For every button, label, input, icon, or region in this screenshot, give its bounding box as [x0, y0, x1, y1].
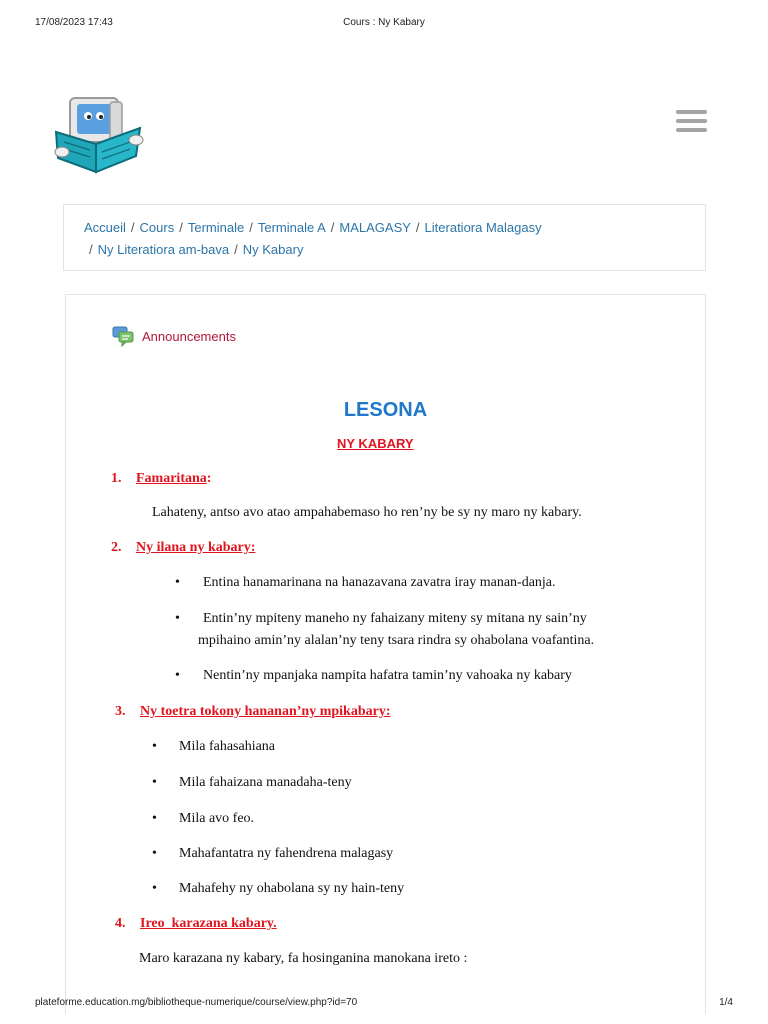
list-item-text: Entina hanamarinana na hanazavana zavatra iray manan-danja.: [203, 575, 556, 590]
bullet-marker: •: [152, 739, 157, 754]
breadcrumb-accueil[interactable]: Accueil: [84, 220, 126, 235]
bullet-marker: •: [175, 668, 180, 683]
section-title: Famaritana: [136, 471, 207, 486]
lesson-subtitle: NY KABARY: [337, 436, 414, 451]
bullet-marker: •: [152, 846, 157, 861]
list-item: [152, 736, 275, 758]
print-url: plateforme.education.mg/bibliotheque-numerique/course/view.php?id=70: [35, 997, 358, 1008]
lesson-title: LESONA: [343, 399, 428, 421]
print-page-number: 1/4: [719, 997, 733, 1008]
list-item: [175, 665, 572, 687]
list-item-text: Mila fahaizana manadaha-teny: [179, 775, 352, 790]
section-heading: [115, 704, 390, 720]
breadcrumb: [63, 204, 706, 271]
list-item-text: Entin’ny mpiteny maneho ny fahaizany miteny sy mitana ny sain’ny: [203, 611, 587, 626]
breadcrumb-separator: /: [234, 242, 238, 257]
announcements-label: Announcements: [142, 328, 236, 344]
list-item-text: Nentin’ny mpanjaka nampita hafatra tamin’ny vahoaka ny kabary: [203, 668, 572, 683]
forum-icon: [112, 325, 134, 347]
list-item: [152, 843, 393, 865]
list-item-text-continued: mpihaino amin’ny alalan’ny teny tsara rindra sy ohabolana voafantina.: [198, 633, 595, 648]
reading-computer-logo-icon: [52, 94, 152, 176]
section-number: 1.: [111, 471, 122, 486]
bullet-marker: •: [152, 881, 157, 896]
section-title: Ny toetra tokony hananan’ny mpikabary:: [140, 704, 391, 719]
breadcrumb-literatiora-malagasy[interactable]: Literatiora Malagasy: [424, 220, 542, 235]
section-heading: [111, 540, 255, 556]
list-item-text: Mila fahasahiana: [179, 739, 276, 754]
print-page-title: Cours : Ny Kabary: [343, 17, 425, 28]
list-item-text: Mahafehy ny ohabolana sy ny hain-teny: [179, 881, 405, 896]
breadcrumb-separator: /: [179, 220, 183, 235]
course-content: [65, 294, 706, 1014]
section-paragraph: Lahateny, antso avo atao ampahabemaso ho ren’ny be sy ny maro ny kabary.: [152, 505, 582, 520]
hamburger-menu-icon[interactable]: [676, 110, 708, 138]
bullet-marker: •: [175, 575, 180, 590]
breadcrumb-cours[interactable]: Cours: [139, 220, 175, 235]
breadcrumb-separator: /: [89, 242, 93, 257]
announcements-link[interactable]: [112, 325, 236, 347]
section-title: Ireo karazana kabary.: [140, 916, 277, 931]
section-suffix: :: [206, 471, 212, 486]
print-footer: [0, 997, 768, 1011]
list-item-text: Mahafantatra ny fahendrena malagasy: [179, 846, 394, 861]
bullet-marker: •: [152, 775, 157, 790]
list-item: [175, 572, 556, 594]
print-datetime: 17/08/2023 17:43: [35, 17, 113, 28]
section-number: 2.: [111, 540, 122, 555]
list-item: [152, 772, 352, 794]
list-item: [152, 808, 254, 830]
bullet-marker: •: [152, 811, 157, 826]
list-item: [152, 878, 404, 900]
section-title: Ny ilana ny kabary:: [136, 540, 256, 555]
breadcrumb-separator: /: [415, 220, 420, 235]
breadcrumb-malagasy[interactable]: MALAGASY: [339, 220, 411, 235]
list-item-text: Mila avo feo.: [179, 811, 255, 826]
breadcrumb-terminale[interactable]: Terminale: [187, 220, 245, 235]
breadcrumb-separator: /: [130, 220, 135, 235]
breadcrumb-literatiora-am-bava[interactable]: Ny Literatiora am-bava: [97, 242, 230, 257]
bullet-marker: •: [175, 611, 180, 626]
section-number: 3.: [115, 704, 126, 719]
section-number: 4.: [115, 916, 126, 931]
breadcrumb-ny-kabary[interactable]: Ny Kabary: [242, 242, 304, 257]
section-paragraph: Maro karazana ny kabary, fa hosinganina manokana ireto :: [139, 951, 468, 966]
breadcrumb-separator: /: [249, 220, 253, 235]
site-logo[interactable]: [52, 94, 297, 176]
list-item: [175, 608, 594, 652]
section-heading: [115, 916, 277, 932]
section-heading: [111, 471, 211, 487]
breadcrumb-terminale-a[interactable]: Terminale A: [257, 220, 326, 235]
print-header: [0, 17, 768, 31]
breadcrumb-separator: /: [330, 220, 335, 235]
